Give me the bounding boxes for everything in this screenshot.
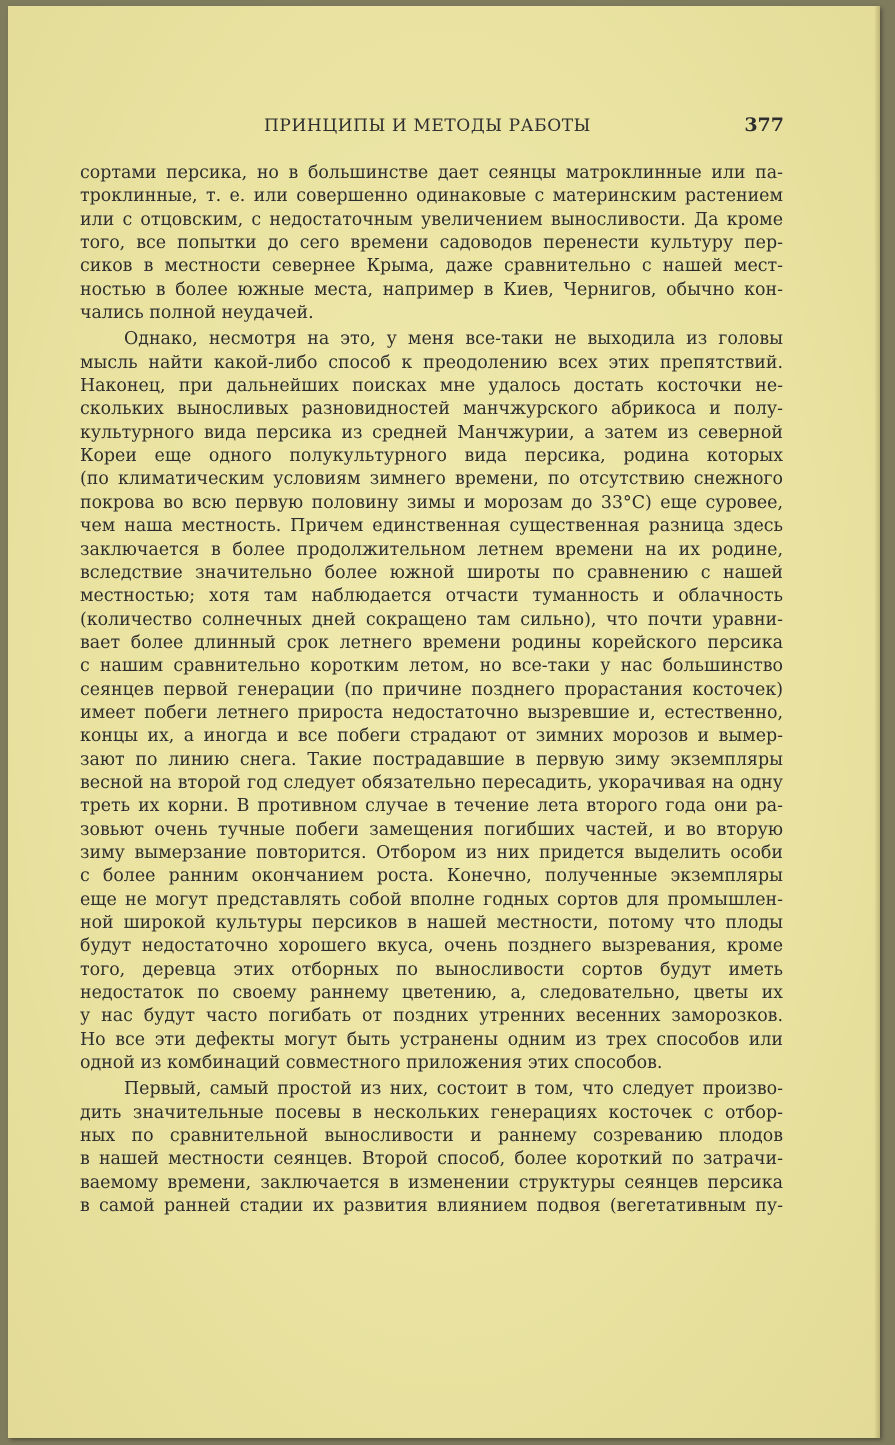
- text-line: (количество солнечных дней сокращено там сильно), что почти уравни-: [80, 609, 783, 630]
- paragraph: [80, 328, 783, 1075]
- text-line: Но все эти дефекты могут быть устранены одним из трех способов или: [80, 1029, 783, 1050]
- text-line: имеет побеги летнего прироста недостаточно вызревшие и, естественно,: [80, 702, 783, 723]
- page-edge-shadow: [874, 6, 880, 1438]
- text-line: одной из комбинаций совместного приложения этих способов.: [80, 1053, 663, 1074]
- text-line: того, все попытки до сего времени садоводов перенести культуру пер-: [80, 233, 783, 254]
- text-line: Первый, самый простой из них, состоит в том, что следует произво-: [124, 1079, 783, 1100]
- text-line: культурного вида персика из средней Манчжурии, а затем из северной: [80, 422, 783, 443]
- text-line: весной на второй год следует обязательно пересадить, укорачивая на одну: [80, 772, 783, 793]
- text-line: сиков в местности севернее Крыма, даже сравнительно с нашей мест-: [80, 256, 783, 277]
- book-page: [8, 6, 880, 1438]
- text-line: чем наша местность. Причем единственная существенная разница здесь: [80, 516, 783, 537]
- text-line: треть их корни. В противном случае в течение лета второго года они ра-: [80, 796, 783, 817]
- text-line: сеянцев первой генерации (по причине позднего прорастания косточек): [80, 679, 783, 700]
- paragraph: [80, 1078, 783, 1218]
- text-line: у нас будут часто погибать от поздних утренних весенних заморозков.: [80, 1006, 783, 1027]
- running-title: ПРИНЦИПЫ И МЕТОДЫ РАБОТЫ: [264, 116, 591, 136]
- text-line: зиму вымерзание повторится. Отбором из них придется выделить особи: [80, 842, 783, 863]
- text-line: ных по сравнительной выносливости и раннему созреванию плодов: [80, 1126, 783, 1147]
- text-line: ваемому времени, заключается в изменении структуры сеянцев персика: [80, 1172, 783, 1193]
- text-line: сортами персика, но в большинстве дает сеянцы матроклинные или па-: [80, 163, 783, 183]
- text-line: вает более длинный срок летнего времени родины корейского персика: [80, 632, 783, 653]
- text-line: концы их, а иногда и все побеги страдают от зимних морозов и вымер-: [80, 726, 783, 747]
- text-line: или с отцовским, с недостаточным увеличением выносливости. Да кроме: [80, 209, 783, 230]
- text-line: местностью; хотя там наблюдается отчасти туманность и облачность: [80, 586, 783, 607]
- text-line: вследствие значительно более южной широты по сравнению с нашей: [80, 562, 783, 583]
- text-line: в нашей местности сеянцев. Второй способ, более короткий по затрачи-: [80, 1149, 783, 1170]
- text-line: заключается в более продолжительном летнем времени на их родине,: [80, 539, 783, 560]
- text-line: (по климатическим условиям зимнего времени, по отсутствию снежного: [80, 469, 783, 490]
- text-line: дить значительные посевы в нескольких генерациях косточек с отбор-: [80, 1102, 783, 1123]
- text-line: Однако, несмотря на это, у меня все-таки не выходила из головы: [124, 329, 783, 350]
- text-line: чались полной неудачей.: [80, 303, 314, 324]
- text-line: недостаток по своему раннему цветению, а, следовательно, цветы их: [80, 983, 783, 1004]
- text-line: будут недостаточно хорошего вкуса, очень позднего вызревания, кроме: [80, 936, 783, 957]
- text-line: зают по линию снега. Такие пострадавшие в первую зиму экземпляры: [80, 749, 783, 770]
- page-header: [78, 116, 784, 146]
- text-line: троклинные, т. е. или совершенно одинаковые с материнским растением: [80, 186, 783, 207]
- text-line: Наконец, при дальнейших поисках мне удалось достать косточки не-: [80, 376, 783, 397]
- text-line: с нашим сравнительно коротким летом, но все-таки у нас большинство: [80, 656, 783, 677]
- text-line: покрова во всю первую половину зимы и морозам до 33°С) еще суровее,: [80, 492, 783, 513]
- paragraph: [80, 162, 783, 325]
- text-line: того, деревца этих отборных по выносливости сортов будут иметь: [80, 959, 783, 980]
- text-line: ной широкой культуры персиков в нашей местности, потому что плоды: [80, 913, 783, 933]
- text-line: в самой ранней стадии их развития влиянием подвоя (вегетативным пу-: [80, 1196, 783, 1217]
- text-line: ностью в более южные места, например в Киев, Чернигов, обычно кон-: [80, 279, 783, 300]
- text-line: Кореи еще одного полукультурного вида персика, родина которых: [80, 446, 783, 467]
- body-text: [80, 162, 783, 1218]
- text-line: скольких выносливых разновидностей манчжурского абрикоса и полу-: [80, 399, 783, 420]
- text-line: еще не могут представлять собой вполне годных сортов для промышлен-: [80, 889, 783, 910]
- text-line: зовьют очень тучные побеги замещения погибших частей, и во вторую: [80, 819, 783, 840]
- text-line: мысль найти какой-либо способ к преодолению всех этих препятствий.: [80, 352, 783, 373]
- text-line: с более ранним окончанием роста. Конечно, полученные экземпляры: [80, 866, 783, 887]
- page-number: 377: [744, 114, 784, 136]
